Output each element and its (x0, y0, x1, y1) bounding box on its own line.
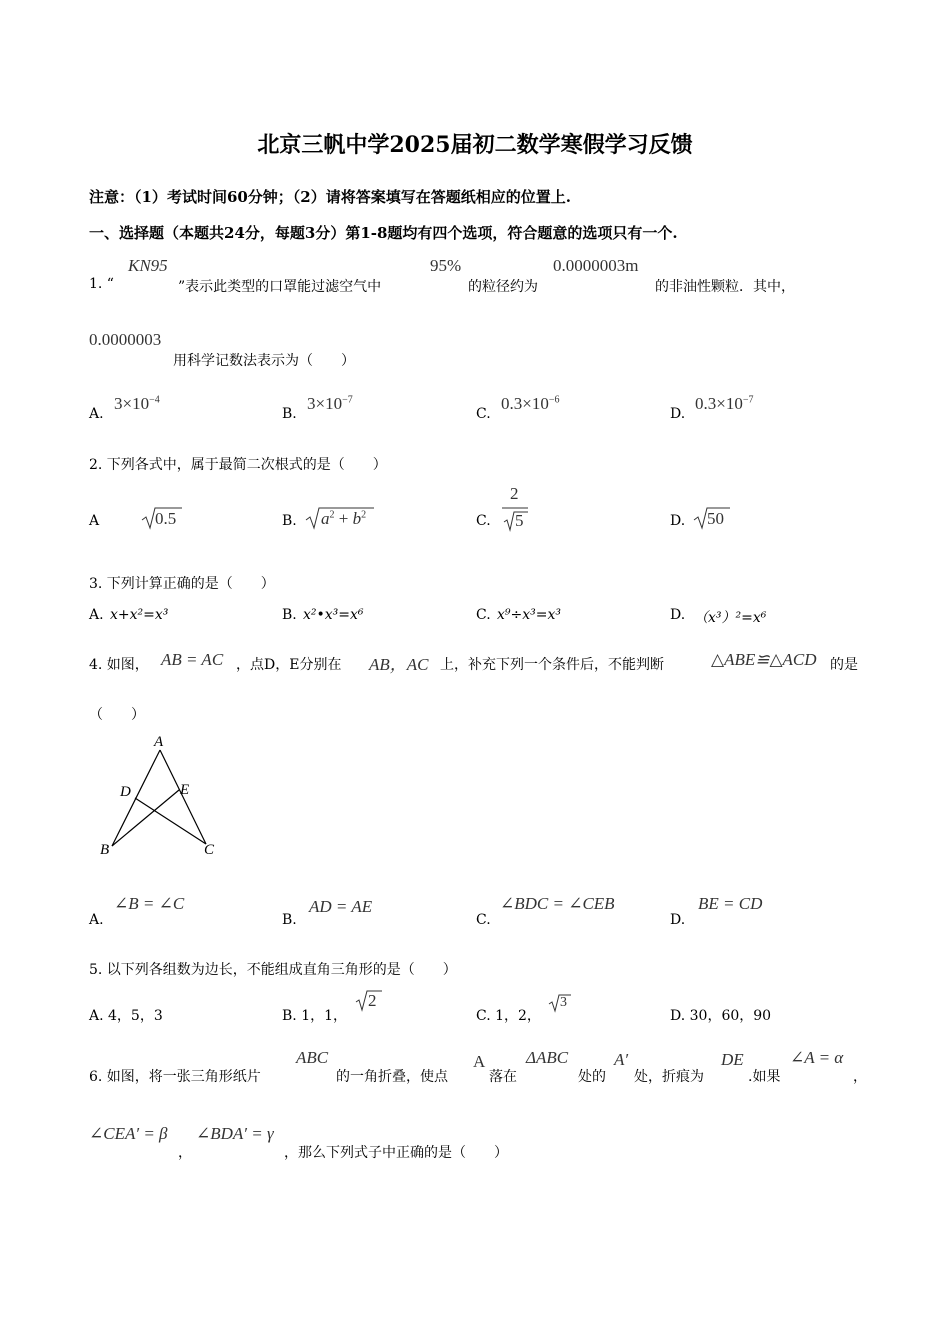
q6-text-6: .如果 (748, 1069, 781, 1085)
q1-option-d[interactable] (695, 394, 753, 414)
q2-option-b-label[interactable]: B. (282, 513, 297, 529)
q6-text-3: 落在 (489, 1069, 517, 1085)
q4-text-1: 4. 如图， (89, 657, 149, 673)
q4-option-c[interactable]: ∠BDC = ∠CEB (500, 894, 615, 913)
q1-num: 1. “ (89, 276, 114, 292)
q1-option-b-base: 3×10 (307, 394, 343, 413)
label-a: A (154, 734, 164, 750)
q1-option-d-base: 0.3×10 (695, 394, 743, 413)
q5-text: 5. 以下列各组数为边长，不能组成直角三角形的是（ ） (89, 962, 457, 978)
q1-text-3: 的非油性颗粒．其中， (655, 279, 795, 295)
q1-math-value: 0.0000003 (89, 330, 162, 349)
q6-math-6: ∠A = α (790, 1048, 844, 1067)
q4-option-d[interactable]: BE = CD (698, 894, 763, 913)
section-heading: 一、选择题（本题共24分，每题3分）第1-8题均有四个选项，符合题意的选项只有一个. (89, 224, 678, 242)
q2-option-a-radicand: 0.5 (155, 509, 177, 528)
q1-option-c[interactable] (501, 394, 559, 414)
q4-math-1: AB = AC (161, 650, 224, 669)
q4-text-2: ，点D，E分别在 (236, 657, 342, 673)
q6-text-7: ， (853, 1069, 867, 1085)
q6-text-8: ， (178, 1145, 192, 1161)
q6-math-1: ABC (296, 1048, 329, 1067)
q5-option-b-label[interactable]: B. 1，1， (282, 1008, 348, 1024)
q6-text-9: ，那么下列式子中正确的是（ ） (284, 1145, 508, 1161)
q6-math-2: A (473, 1052, 486, 1071)
label-e: E (180, 782, 190, 798)
label-b: B (100, 842, 110, 858)
q6-text-1: 6. 如图，将一张三角形纸片 (89, 1069, 261, 1085)
q6-math-4: A′ (614, 1050, 629, 1069)
q1-option-a[interactable] (114, 394, 160, 414)
q4-option-b-label[interactable]: B. (282, 912, 297, 928)
label-c: C (204, 842, 215, 858)
q6-text-2: 的一角折叠，使点 (336, 1069, 448, 1085)
q4-option-c-label[interactable]: C. (476, 912, 491, 928)
q3-option-c[interactable]: x⁹÷x³=x³ (497, 607, 561, 623)
triangle-figure (96, 732, 226, 862)
q6-math-7: ∠CEA′ = β (89, 1124, 168, 1143)
q3-option-d-label[interactable]: D. (670, 607, 686, 623)
page-title: 北京三帆中学2025届初二数学寒假学习反馈 (257, 132, 693, 158)
q1-option-a-base: 3×10 (114, 394, 150, 413)
q4-option-a[interactable]: ∠B = ∠C (114, 894, 185, 913)
q1-option-b-exp: −7 (342, 394, 353, 406)
q2-option-b-exp-b: 2 (361, 509, 367, 521)
q4-text-4: 的是 (830, 657, 858, 673)
q3-option-a[interactable]: x+x²=x³ (110, 607, 169, 623)
q2-option-b-expr (321, 509, 366, 529)
label-d: D (120, 784, 131, 800)
q1-math-size: 0.0000003m (553, 256, 639, 275)
notice: 注意：（1）考试时间60分钟；（2）请将答案填写在答题纸相应的位置上. (89, 188, 571, 206)
q1-math-kn95: KN95 (128, 256, 168, 275)
q4-text-3: 上，补充下列一个条件后，不能判断 (440, 657, 664, 673)
q5-option-a[interactable]: A. 4，5，3 (89, 1008, 163, 1024)
q3-option-a-label[interactable]: A. (89, 607, 104, 623)
q4-paren: （ ） (89, 707, 145, 723)
q5-option-c-label[interactable]: C. 1，2， (476, 1008, 541, 1024)
q1-option-a-exp: −4 (149, 394, 160, 406)
q2-option-b-b: b (352, 509, 362, 528)
q1-option-c-exp: −6 (548, 394, 560, 406)
q2-option-b-exp-a: 2 (329, 509, 335, 521)
q6-math-5: DE (721, 1050, 744, 1069)
q1-option-c-base: 0.3×10 (501, 394, 549, 413)
q4-math-2: AB，AC (369, 655, 429, 674)
q2-option-c-numerator: 2 (510, 484, 519, 503)
q1-text-1: ”表示此类型的口罩能过滤空气中 (178, 279, 382, 295)
q1-option-c-label[interactable]: C. (476, 406, 491, 422)
q2-text: 2. 下列各式中，属于最简二次根式的是（ ） (89, 457, 387, 473)
q3-option-d[interactable]: （x³）²=x⁶ (694, 610, 767, 626)
q4-option-a-label[interactable]: A. (89, 912, 104, 928)
q4-math-3: △ABE≌△ACD (711, 650, 817, 669)
q3-option-b-label[interactable]: B. (282, 607, 297, 623)
q2-option-b-plus: + (334, 509, 353, 528)
q4-option-d-label[interactable]: D. (670, 912, 686, 928)
q6-text-5: 处，折痕为 (634, 1069, 704, 1085)
q2-option-a-label[interactable]: A (89, 513, 100, 529)
q6-math-3: ΔABC (526, 1048, 569, 1067)
q1-option-b-label[interactable]: B. (282, 406, 297, 422)
q1-text-4: 用科学记数法表示为（ ） (173, 353, 355, 369)
q2-option-b-a: a (321, 509, 330, 528)
q2-option-c-denominator: 5 (515, 511, 524, 530)
q4-option-b[interactable]: AD = AE (309, 897, 373, 916)
q1-option-b[interactable] (307, 394, 353, 414)
q1-math-pct: 95% (430, 256, 462, 275)
q3-option-b[interactable]: x²•x³=x⁶ (303, 607, 364, 623)
q2-option-c-label[interactable]: C. (476, 513, 491, 529)
q1-option-d-exp: −7 (742, 394, 754, 406)
q2-option-d-label[interactable]: D. (670, 513, 686, 529)
q1-text-2: 的粒径约为 (468, 279, 538, 295)
q1-option-d-label[interactable]: D. (670, 406, 686, 422)
q3-option-c-label[interactable]: C. (476, 607, 491, 623)
q6-math-8: ∠BDA′ = γ (196, 1124, 274, 1143)
q5-option-b-radicand: 2 (368, 991, 377, 1010)
q2-option-d-radicand: 50 (707, 509, 724, 528)
q1-option-a-label[interactable]: A. (89, 406, 104, 422)
q6-text-4: 处的 (578, 1069, 606, 1085)
q5-option-d[interactable]: D. 30，60，90 (670, 1008, 772, 1024)
q5-option-c-radicand: 3 (560, 995, 567, 1010)
q3-text: 3. 下列计算正确的是（ ） (89, 576, 275, 592)
